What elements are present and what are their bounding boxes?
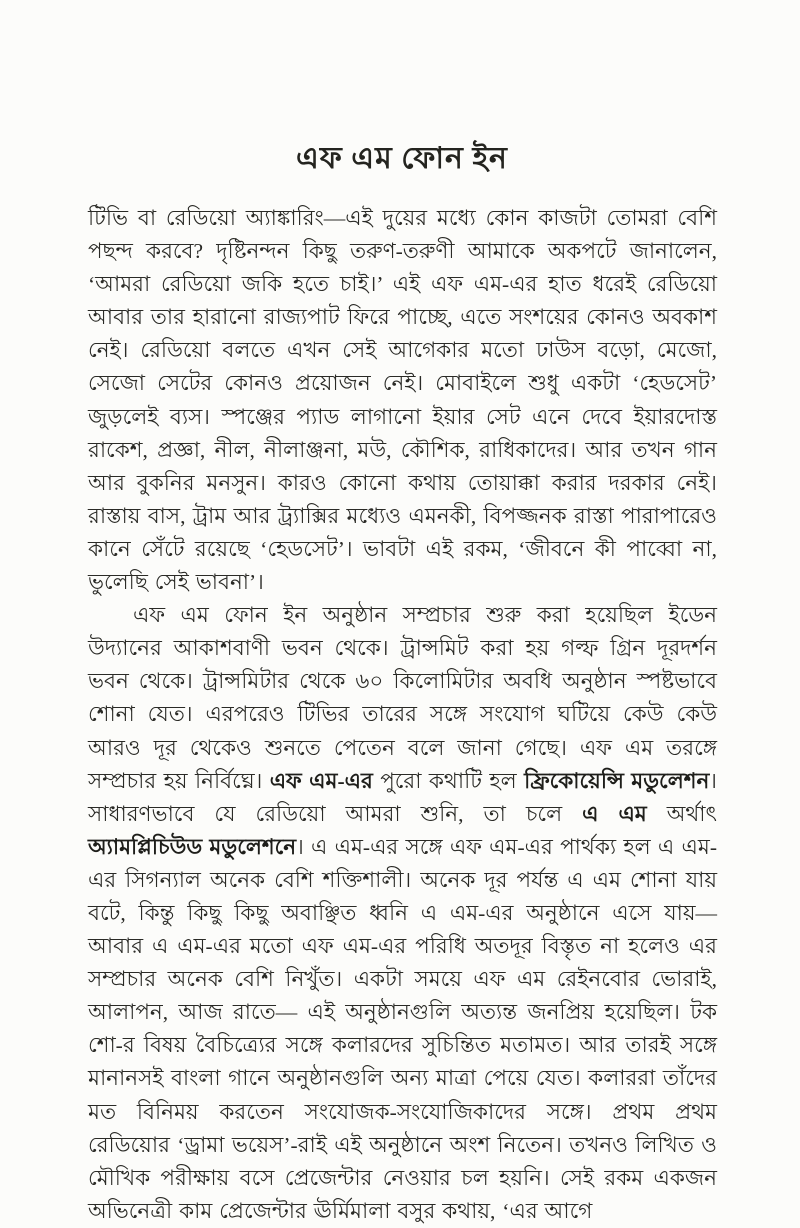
bold-term-frequency-modulation: ফ্রিকোয়েন্সি মডুলেশন — [524, 768, 710, 793]
bold-term-am: এ এম — [582, 801, 647, 826]
paragraph-1 — [88, 202, 717, 599]
text-segment: । এ এম-এর সঙ্গে এফ এম-এর পার্থক্য হল এ এম-এর সিগন্যাল অনেক বেশি শক্তিশালী। অনেক দূর পর্যন্ত এ এম শোনা যায় বটে, কিন্তু কিছু কিছু অবাঞ্ছিত ধ্বনি এ এম-এর অনুষ্ঠানে এসে যায়— আবার এ এম-এর মতো এফ এম-এর পরিধি অতদূর বিস্তৃত না হলেও এর সম্প্রচার অনেক বেশি নিখুঁত। একটা সময়ে এফ এম রেইনবোর ভোরাই, আলাপন, আজ রাতে— এই অনুষ্ঠানগুলি অত্যন্ত জনপ্রিয় হয়েছিল। টক শো-র বিষয় বৈচিত্র্যের সঙ্গে কলারদের সুচিন্তিত মতামত। আর তারই সঙ্গে মানানসই বাংলা গানে অনুষ্ঠানগুলি অন্য মাত্রা পেয়ে যেত। কলাররা তাঁদের মত বিনিময় করতেন সংযোজক-সংযোজিকাদের সঙ্গে। প্রথম প্রথম রেডিয়োর ‘ড্রামা ভয়েস’-রাই এই অনুষ্ঠানে অংশ নিতেন। তখনও লিখিত ও মৌখিক পরীক্ষায় বসে প্রেজেন্টার নেওয়ার চল হয়নি। সেই রকম একজন অভিনেত্রী কাম প্রেজেন্টার ঊর্মিমালা বসুর কথায়, ‘এর আগে — [88, 834, 717, 1223]
text-segment: অর্থাৎ — [646, 801, 717, 826]
text-segment: পুরো কথাটি হল — [372, 768, 525, 793]
body-text-block — [88, 202, 717, 1228]
paragraph-2 — [88, 599, 717, 1228]
bold-term-amplitude-modulation: অ্যামপ্লিচিউড মডুলেশনে — [88, 834, 297, 859]
text-segment: টিভি বা রেডিয়ো অ্যাঙ্কারিং—এই দুয়ের মধ্যে কোন কাজটা তোমরা বেশি পছন্দ করবে? দৃষ্টিনন্দন কিছু তরুণ-তরুণী আমাকে অকপটে জানালেন, ‘আমরা রেডিয়ো জকি হতে চাই।’ এই এফ এম-এর হাত ধরেই রেডিয়ো আবার তার হারানো রাজ্যপাট ফিরে পাচ্ছে, এতে সংশয়ের কোনও অবকাশ নেই। রেডিয়ো বলতে এখন সেই আগেকার মতো ঢাউস বড়ো, মেজো, সেজো সেটের কোনও প্রয়োজন নেই। মোবাইলে শুধু একটা ‘হেডসেট’ জুড়লেই ব্যস। স্পঞ্জের প্যাড লাগানো ইয়ার সেট এনে দেবে ইয়ারদোস্ত রাকেশ, প্রজ্ঞা, নীল, নীলাঞ্জনা, মউ, কৌশিক, রাধিকাদের। আর তখন গান আর বুকনির মনসুন। কারও কোনো কথায় তোয়াক্কা করার দরকার নেই। রাস্তায় বাস, ট্রাম আর ট্র্যাক্সির মধ্যেও এমনকী, বিপজ্জনক রাস্তা পারাপারেও কানে সেঁটে রয়েছে ‘হেডসেট’। ভাবটা এই রকম, ‘জীবনে কী পাব্বো না, ভুলেছি সেই ভাবনা’। — [88, 206, 717, 595]
page-title: এফ এম ফোন ইন — [296, 142, 508, 175]
text-segment: এফ এম ফোন ইন অনুষ্ঠান সম্প্রচার শুরু করা হয়েছিল ইডেন উদ্যানের আকাশবাণী ভবন থেকে। ট্রান্সমিট করা হয় গল্ফ গ্রিন দূরদর্শন ভবন থেকে। ট্রান্সমিটার থেকে ৬০ কিলোমিটার অবধি অনুষ্ঠান স্পষ্টভাবে শোনা যেত। এরপরেও টিভির তারের সঙ্গে সংযোগ ঘটিয়ে কেউ কেউ আরও দূর থেকেও শুনতে পেতেন বলে জানা গেছে। এফ এম তরঙ্গে সম্প্রচার হয় নির্বিঘ্নে। — [88, 603, 717, 793]
bold-term-fm-er: এফ এম-এর — [269, 768, 373, 793]
text-segment: । সাধারণভাবে যে রেডিয়ো আমরা শুনি, তা চলে — [88, 768, 717, 826]
